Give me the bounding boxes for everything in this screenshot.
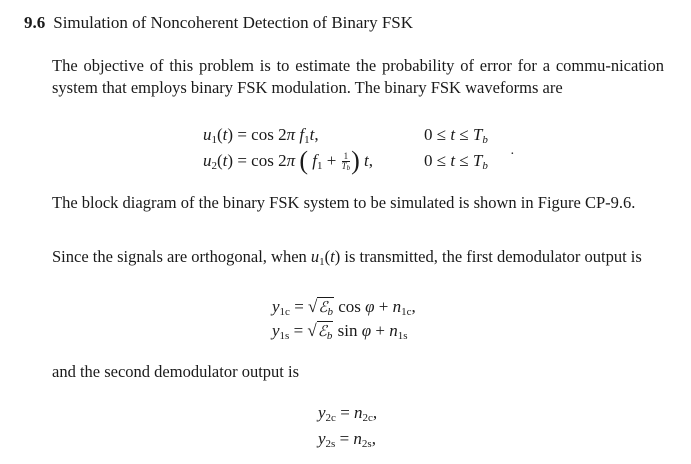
equation-u1-condition: $0 \le t \le T_b$	[424, 125, 488, 146]
equation-u1-lhs: $u_1(t) = \cos 2\pi$ $f_1t$,	[203, 125, 319, 146]
problem-title: Simulation of Noncoherent Detection of Binary FSK	[53, 13, 414, 32]
equation-u2-condition: $0 \le t \le T_b$	[424, 151, 488, 172]
paragraph-orthogonal-start: Since the signals are orthogonal, when	[52, 247, 311, 266]
equation-u2	[203, 146, 374, 177]
equation-end-dot: ·	[510, 147, 515, 162]
paragraph-orthogonal-end: is transmitted, the first demodulator output is	[340, 247, 642, 266]
paragraph-objective: The objective of this problem is to estimate the probability of error for a commu-nication system that employs binary FSK modulation. The binary FSK waveforms are	[52, 56, 664, 97]
paragraph-block-diagram: The block diagram of the binary FSK system to be simulated is shown in Figure CP-9.6.	[52, 193, 636, 212]
problem-number: 9.6	[24, 13, 46, 32]
equation-y1c: $y_{1c}$ = √ℰ$_b$ $\cos \varphi + n_{1c}$,	[272, 296, 416, 323]
paragraph-orthogonal: Since the signals are orthogonal, when $u_1(t)$ is transmitted, the first demodulator output is	[52, 247, 642, 268]
equation-y2c: $y_{2c} = n_{2c}$,	[318, 403, 378, 424]
equation-y1s: $y_{1s}$ = √ℰ$_b$ $\sin \varphi + n_{1s}$	[272, 320, 407, 347]
equation-y2s: $y_{2s} = n_{2s}$,	[318, 429, 376, 450]
paragraph-second-demodulator: and the second demodulator output is	[52, 362, 299, 381]
equation-u2-lhs: $u_2(t) = \cos 2\pi$ ( $f_1$ + $\frac{1}{T_b}$ ) t,	[203, 146, 374, 175]
problem-heading	[24, 12, 413, 34]
